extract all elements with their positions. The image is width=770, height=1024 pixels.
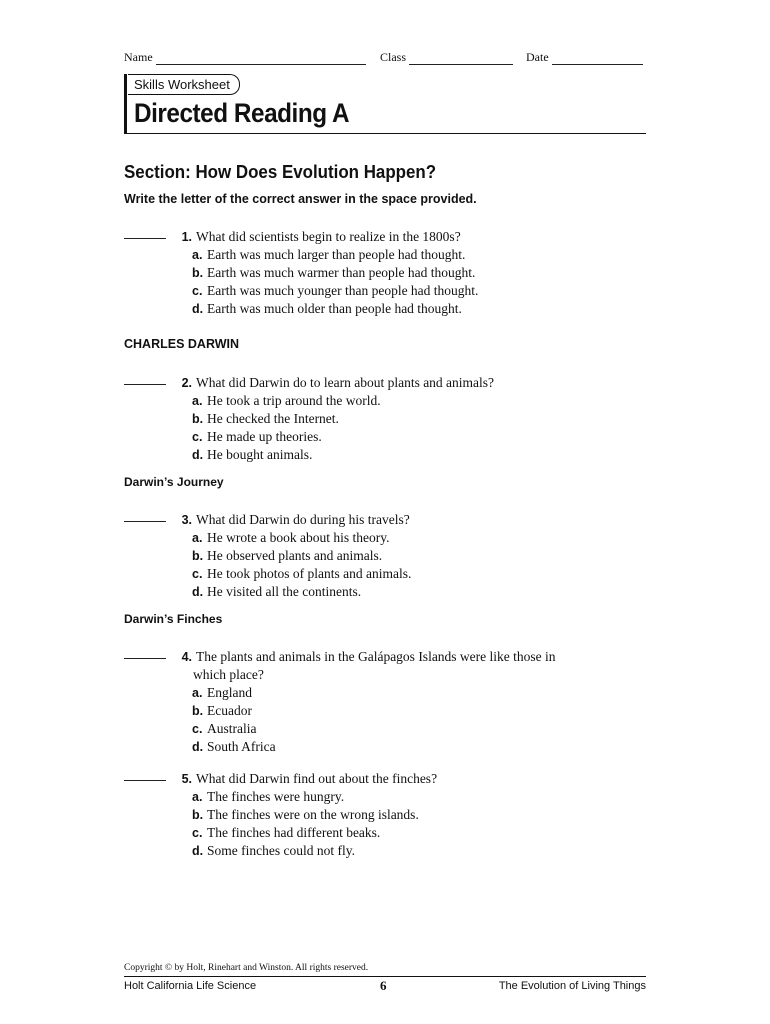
footer-chapter-title: The Evolution of Living Things	[498, 980, 646, 992]
option-text: The finches were on the wrong islands.	[207, 807, 419, 822]
option-letter: d.	[192, 844, 204, 858]
option-d	[124, 446, 644, 464]
option-b	[124, 547, 644, 565]
footer-book-title: Holt California Life Science	[124, 980, 257, 992]
answer-blank-2[interactable]	[124, 374, 166, 385]
question-number: 4.	[181, 650, 192, 664]
question-text: What did Darwin find out about the finches?	[196, 771, 438, 786]
question-1	[124, 228, 644, 318]
question-4	[124, 648, 644, 756]
question-text: The plants and animals in the Galápagos Islands were like those in	[196, 649, 556, 664]
option-letter: d.	[192, 302, 204, 316]
instructions: Write the letter of the correct answer in the space provided.	[124, 192, 477, 206]
option-letter: c.	[192, 430, 203, 444]
option-c	[124, 565, 644, 583]
option-text: He checked the Internet.	[207, 411, 339, 426]
heading-darwins-finches: Darwin’s Finches	[124, 612, 223, 626]
option-d	[124, 842, 644, 860]
option-b	[124, 410, 644, 428]
name-line[interactable]	[156, 52, 366, 65]
option-a	[124, 392, 644, 410]
name-label: Name	[124, 50, 153, 64]
answer-blank-5[interactable]	[124, 770, 166, 781]
option-letter: b.	[192, 549, 204, 563]
option-letter: d.	[192, 585, 204, 599]
question-number: 1.	[181, 230, 192, 244]
option-text: Australia	[207, 721, 257, 736]
class-line[interactable]	[409, 52, 513, 65]
name-field	[124, 50, 366, 65]
page-title: Directed Reading A	[134, 98, 350, 128]
answer-blank-1[interactable]	[124, 228, 166, 239]
option-b	[124, 702, 644, 720]
question-number: 3.	[181, 513, 192, 527]
option-d	[124, 738, 644, 756]
option-letter: a.	[192, 248, 203, 262]
option-text: He bought animals.	[207, 447, 313, 462]
option-letter: c.	[192, 567, 203, 581]
question-text: What did Darwin do during his travels?	[196, 512, 410, 527]
option-letter: b.	[192, 808, 204, 822]
option-text: Some finches could not fly.	[207, 843, 355, 858]
option-letter: a.	[192, 790, 203, 804]
question-text: What did scientists begin to realize in the 1800s?	[196, 229, 461, 244]
option-text: Earth was much larger than people had thought.	[207, 247, 466, 262]
option-text: He made up theories.	[207, 429, 322, 444]
date-field	[526, 50, 643, 65]
option-c	[124, 428, 644, 446]
class-label: Class	[380, 50, 407, 64]
date-line[interactable]	[552, 52, 643, 65]
option-c	[124, 720, 644, 738]
option-letter: c.	[192, 722, 203, 736]
option-a	[124, 684, 644, 702]
page-number: 6	[380, 978, 387, 993]
option-letter: d.	[192, 448, 204, 462]
option-letter: d.	[192, 740, 204, 754]
option-letter: b.	[192, 266, 204, 280]
option-c	[124, 282, 644, 300]
option-letter: a.	[192, 531, 203, 545]
answer-blank-3[interactable]	[124, 511, 166, 522]
option-a	[124, 788, 644, 806]
question-3	[124, 511, 644, 601]
option-text: South Africa	[207, 739, 276, 754]
title-rule	[124, 133, 646, 134]
option-letter: a.	[192, 686, 203, 700]
option-text: He wrote a book about his theory.	[207, 530, 390, 545]
option-text: Earth was much older than people had thought.	[207, 301, 462, 316]
option-text: He took photos of plants and animals.	[207, 566, 412, 581]
class-field	[380, 50, 513, 65]
option-text: England	[207, 685, 252, 700]
heading-charles-darwin: CHARLES DARWIN	[124, 337, 240, 351]
option-b	[124, 264, 644, 282]
option-letter: a.	[192, 394, 203, 408]
question-2	[124, 374, 644, 464]
answer-blank-4[interactable]	[124, 648, 166, 659]
footer-rule	[124, 976, 646, 977]
option-letter: c.	[192, 284, 203, 298]
question-number: 5.	[181, 772, 192, 786]
copyright: Copyright © by Holt, Rinehart and Winston. All rights reserved.	[124, 963, 369, 973]
section-title: Section: How Does Evolution Happen?	[124, 162, 437, 182]
date-label: Date	[526, 50, 549, 64]
option-text: Earth was much younger than people had thought.	[207, 283, 479, 298]
question-number: 2.	[181, 376, 192, 390]
option-c	[124, 824, 644, 842]
heading-darwins-journey: Darwin’s Journey	[124, 475, 224, 489]
title-bar	[124, 74, 127, 134]
question-text-continued: which place?	[193, 667, 264, 682]
option-letter: b.	[192, 412, 204, 426]
option-letter: c.	[192, 826, 203, 840]
option-text: He took a trip around the world.	[207, 393, 381, 408]
option-d	[124, 300, 644, 318]
option-text: He visited all the continents.	[207, 584, 362, 599]
option-text: He observed plants and animals.	[207, 548, 383, 563]
option-text: The finches had different beaks.	[207, 825, 381, 840]
option-text: Ecuador	[207, 703, 252, 718]
option-letter: b.	[192, 704, 204, 718]
option-text: The finches were hungry.	[207, 789, 345, 804]
question-text: What did Darwin do to learn about plants and animals?	[196, 375, 495, 390]
option-d	[124, 583, 644, 601]
worksheet-tag: Skills Worksheet	[128, 74, 240, 95]
option-a	[124, 529, 644, 547]
question-5	[124, 770, 644, 860]
option-text: Earth was much warmer than people had thought.	[207, 265, 476, 280]
option-a	[124, 246, 644, 264]
option-b	[124, 806, 644, 824]
